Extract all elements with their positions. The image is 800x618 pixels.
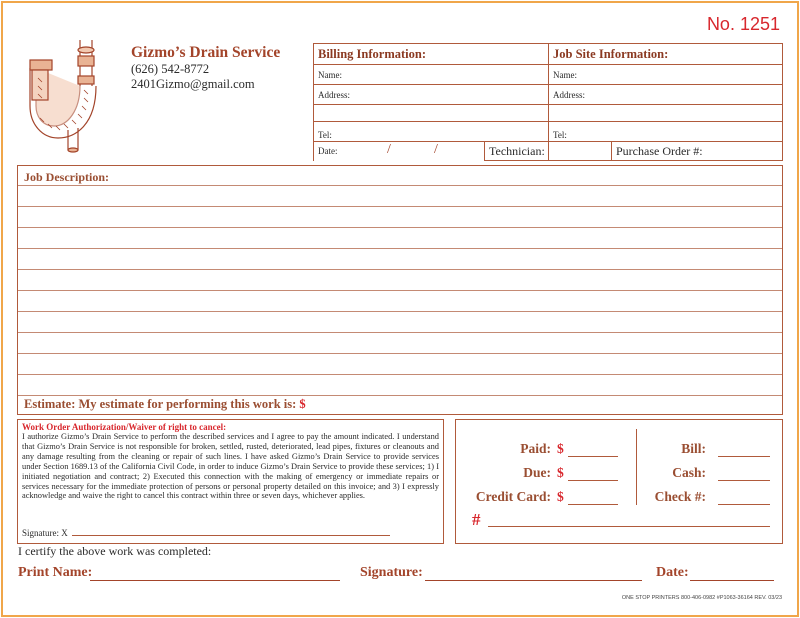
completion-signature-line[interactable] — [425, 580, 642, 581]
company-phone: (626) 542-8772 — [131, 62, 210, 76]
writing-line — [18, 353, 782, 354]
due-amount-line[interactable] — [568, 480, 618, 481]
jobsite-address-field[interactable] — [549, 85, 782, 105]
billing-tel-field[interactable] — [314, 122, 548, 141]
cash-label: Cash: — [672, 465, 706, 480]
jobsite-name-label: Name: — [553, 70, 577, 80]
bill-line[interactable] — [718, 456, 770, 457]
due-currency: $ — [557, 465, 564, 480]
company-email: 2401Gizmo@gmail.com — [131, 77, 255, 91]
print-name-label: Print Name: — [18, 565, 93, 580]
estimate-line[interactable] — [24, 397, 306, 412]
card-number-line[interactable] — [488, 526, 770, 527]
writing-line — [18, 311, 782, 312]
jobsite-address-line2[interactable] — [549, 105, 782, 122]
check-number-line[interactable] — [718, 504, 770, 505]
date-field[interactable] — [314, 142, 484, 161]
purchase-order-field[interactable] — [611, 142, 781, 161]
paid-amount-line[interactable] — [568, 456, 618, 457]
authorization-box — [17, 419, 444, 544]
due-label: Due: — [523, 465, 551, 480]
company-info — [131, 44, 280, 92]
billing-address-field[interactable] — [314, 85, 548, 105]
check-number-label: Check #: — [654, 489, 706, 504]
card-number-hash: # — [472, 510, 481, 529]
writing-line — [18, 227, 782, 228]
jobsite-tel-label: Tel: — [553, 130, 567, 140]
billing-tel-label: Tel: — [318, 130, 332, 140]
credit-card-currency: $ — [557, 489, 564, 504]
billing-address-line2[interactable] — [314, 105, 548, 122]
writing-line — [18, 395, 782, 396]
writing-line — [18, 185, 782, 186]
credit-card-amount-line[interactable] — [568, 504, 618, 505]
paid-currency: $ — [557, 441, 564, 456]
completion-signature-label: Signature: — [360, 565, 423, 580]
billing-address-label: Address: — [318, 90, 350, 100]
authorization-signature-line[interactable] — [72, 535, 390, 536]
date-label: Date: — [318, 146, 338, 156]
date-separator-2: / — [434, 142, 438, 157]
estimate-currency: $ — [299, 397, 306, 411]
authorization-signature-label: Signature: X — [22, 528, 68, 538]
job-description-box[interactable] — [17, 165, 783, 415]
writing-line — [18, 206, 782, 207]
cash-line[interactable] — [718, 480, 770, 481]
drain-pipe-icon — [28, 38, 116, 156]
invoice-number: No. 1251 — [706, 14, 780, 34]
writing-line — [18, 269, 782, 270]
paid-label: Paid: — [520, 441, 551, 456]
bill-label: Bill: — [681, 441, 706, 456]
printer-credit: ONE STOP PRINTERS 800-406-0982 #P1063-36164 REV. 03/23 — [621, 595, 782, 601]
writing-line — [18, 248, 782, 249]
technician-label: Technician: — [489, 144, 545, 158]
meta-row — [314, 141, 782, 160]
certify-text: I certify the above work was completed: — [18, 544, 212, 558]
writing-line — [18, 290, 782, 291]
jobsite-header: Job Site Information: — [549, 44, 782, 65]
date-separator-1: / — [387, 142, 391, 157]
job-description-label: Job Description: — [24, 170, 109, 184]
jobsite-address-label: Address: — [553, 90, 585, 100]
authorization-text: I authorize Gizmo’s Drain Service to perform the described services and I agree to pay the amount indicated. I understand that Gizmo’s Drain Service is not responsible for broken, settled, rusted, deteriorated, lead pipes, fixtures or cleanouts and any damage resulting from the cleaning or repair of such lines. I have asked Gizmo’s Drain Service to provide services under Section 1689.13 of the California Civil Code, in order to induce Gizmo’s Drain Service to provide these services; 1) I initiated negotiation and contract; 2) Executed this connection with the making of emergency or immediate repairs or services necessary for the immediate protection of persons or personal property detailed on this invoice; and 3) I expressly acknowledge and waive the right to cancel this contract within three or seven days, whichever applies. — [22, 432, 439, 501]
technician-field[interactable] — [484, 142, 611, 161]
customer-info-table — [313, 43, 783, 161]
billing-name-field[interactable] — [314, 65, 548, 85]
billing-name-label: Name: — [318, 70, 342, 80]
writing-line — [18, 374, 782, 375]
completion-date-label: Date: — [656, 565, 689, 580]
jobsite-name-field[interactable] — [549, 65, 782, 85]
billing-header: Billing Information: — [314, 44, 548, 65]
credit-card-label: Credit Card: — [475, 489, 551, 504]
estimate-label: Estimate: My estimate for performing this work is: — [24, 397, 297, 411]
authorization-title: Work Order Authorization/Waiver of right to cancel: — [22, 422, 227, 432]
writing-line — [18, 332, 782, 333]
print-name-line[interactable] — [90, 580, 340, 581]
company-name: Gizmo’s Drain Service — [131, 44, 281, 61]
purchase-order-label: Purchase Order #: — [616, 144, 703, 158]
jobsite-tel-field[interactable] — [549, 122, 782, 141]
completion-date-line[interactable] — [690, 580, 774, 581]
payment-box — [455, 419, 783, 544]
